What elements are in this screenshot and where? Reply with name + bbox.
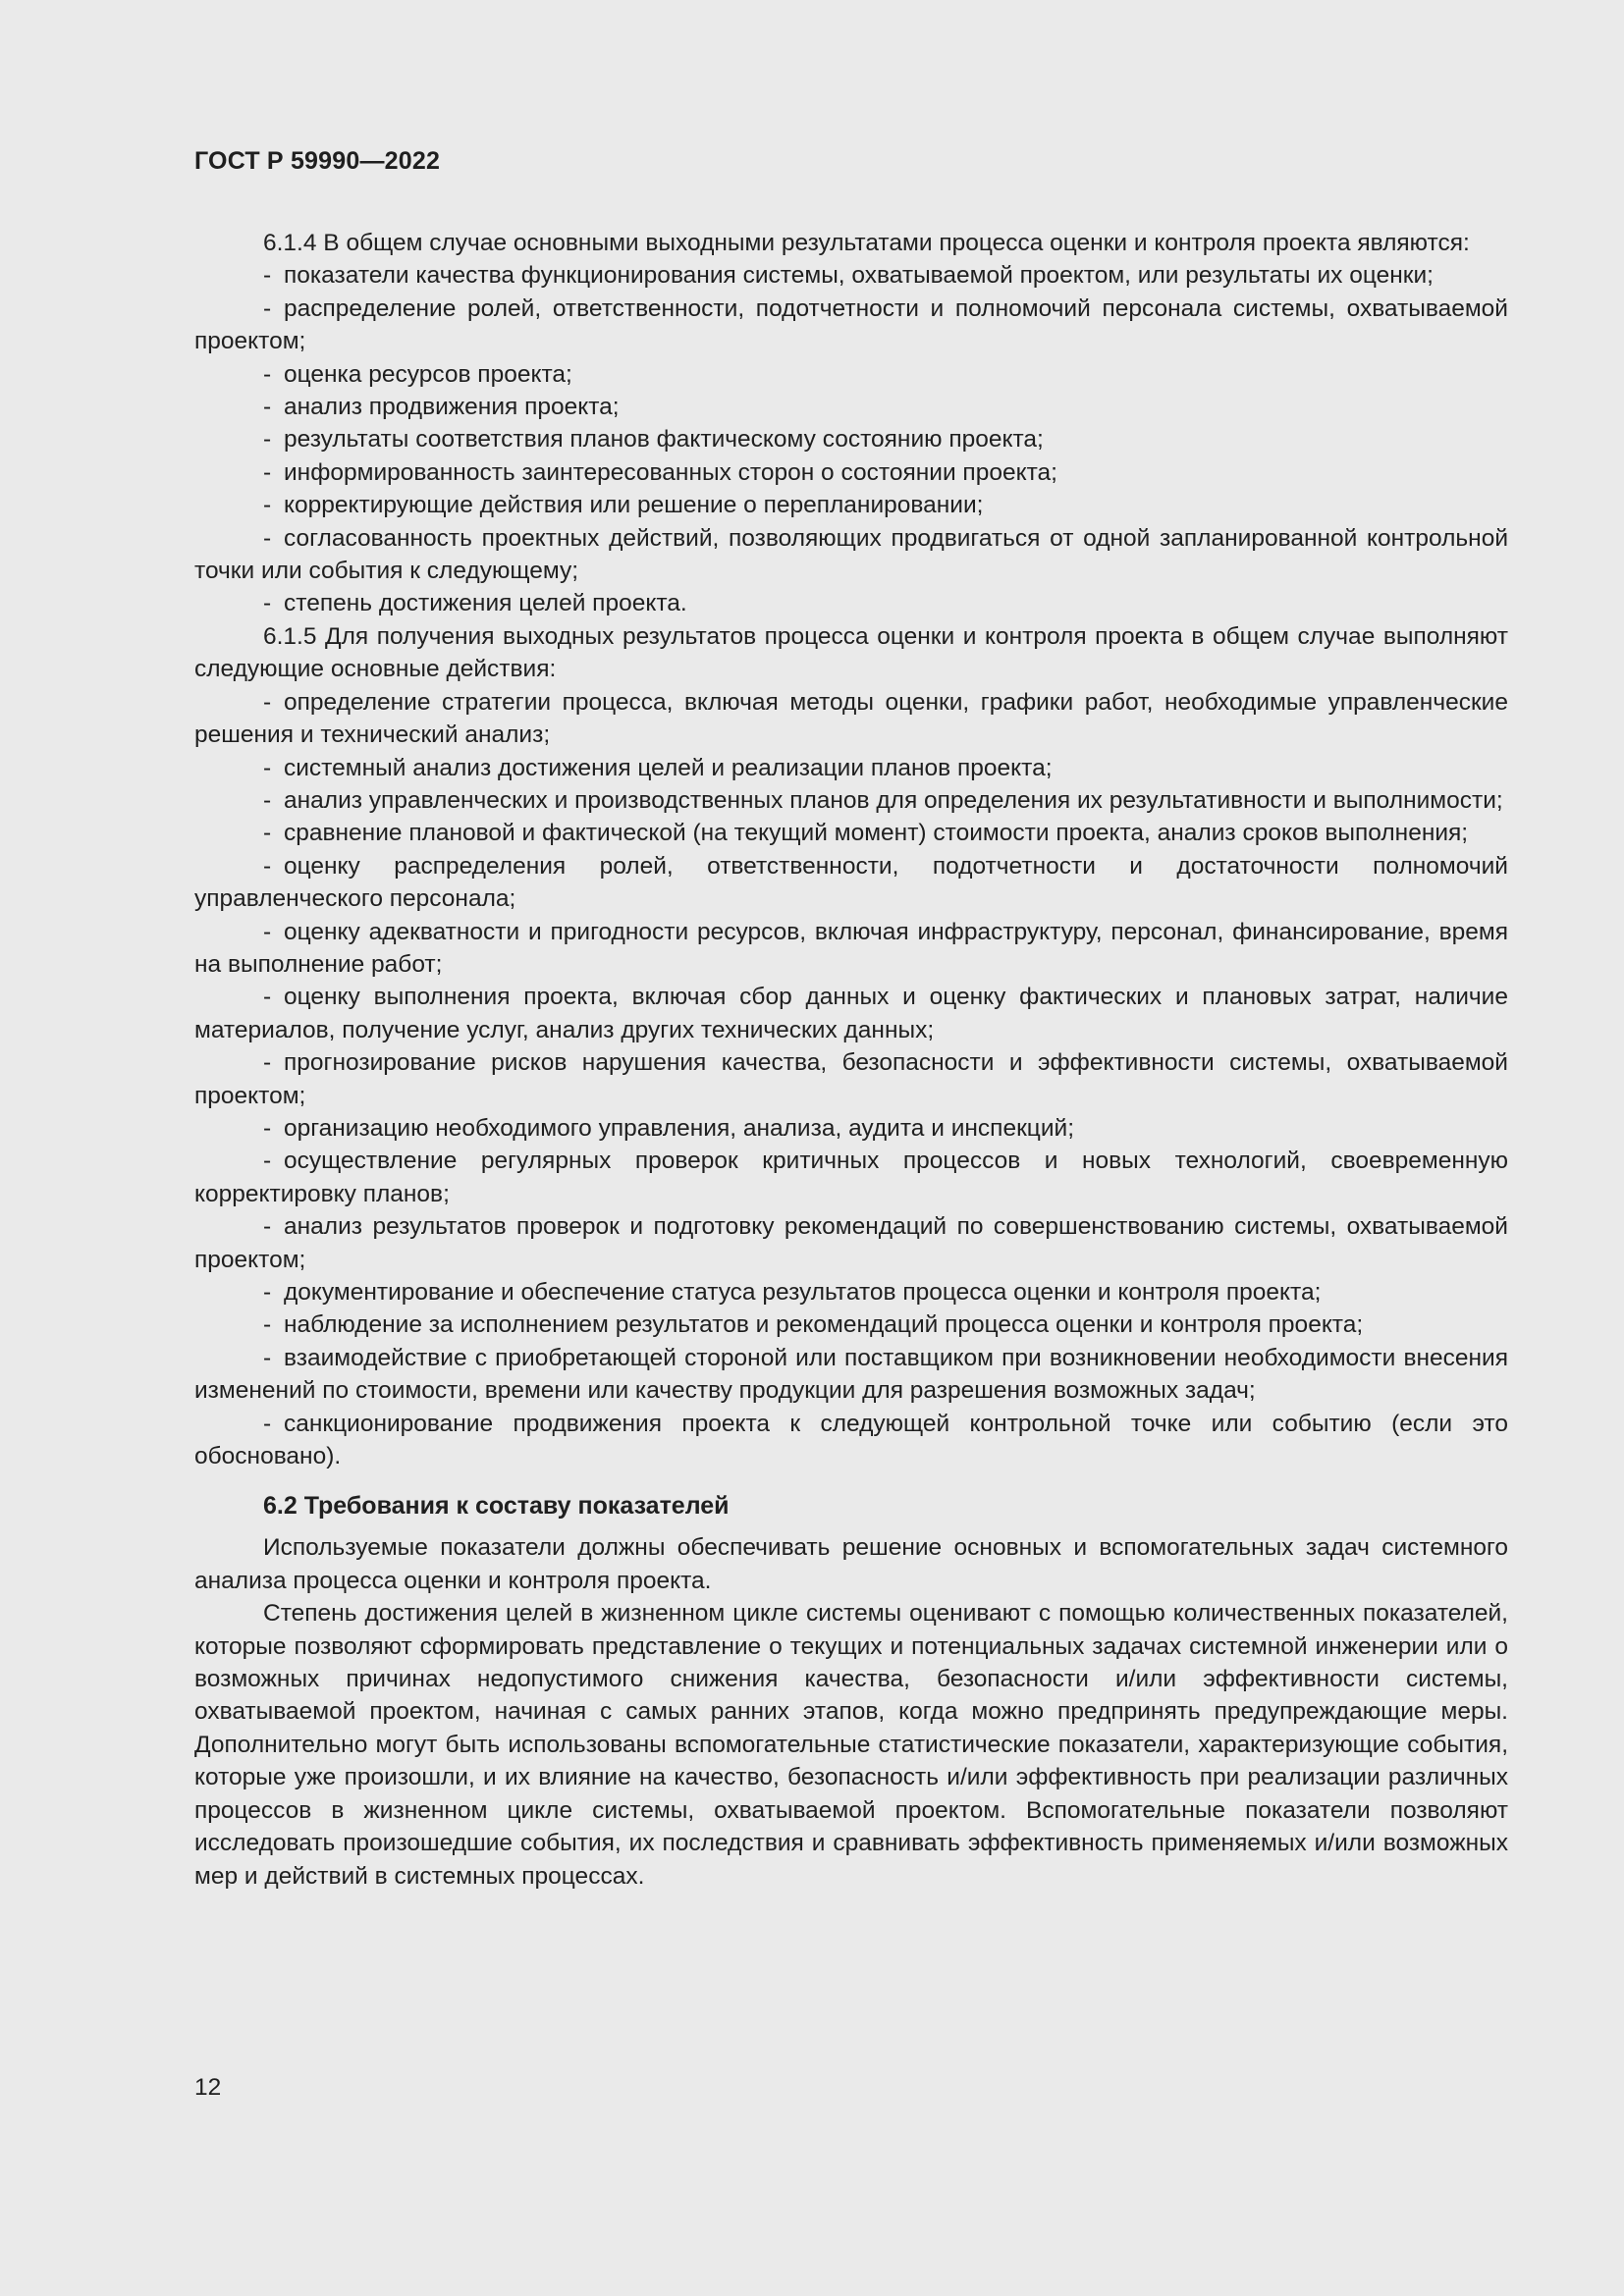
list-item — [194, 391, 1508, 423]
list-dash: - — [263, 1279, 272, 1306]
list-dash: - — [263, 262, 272, 290]
list-dash: - — [263, 852, 272, 880]
list-item-text: корректирующие действия или решение о перепланировании; — [284, 492, 984, 519]
list-item — [194, 784, 1508, 817]
list-item-text: анализ продвижения проекта; — [284, 394, 620, 421]
list-item — [194, 522, 1508, 588]
list-item-text: степень достижения целей проекта. — [284, 590, 687, 617]
list-item — [194, 916, 1508, 982]
list-item — [194, 1046, 1508, 1112]
list-dash: - — [263, 1410, 272, 1437]
list-dash: - — [263, 1114, 272, 1142]
list-item-text: оценка ресурсов проекта; — [284, 360, 572, 388]
list-item — [194, 1308, 1508, 1341]
list-item — [194, 423, 1508, 455]
list-item-text: оценку распределения ролей, ответственности, подотчетности и достаточности полномочий управленческого персонала; — [194, 852, 1508, 913]
list-item — [194, 1342, 1508, 1408]
list-dash: - — [263, 360, 272, 388]
paragraph-6-1-4-intro: 6.1.4 В общем случае основными выходными результатами процесса оценки и контроля проекта являются: — [263, 230, 1470, 256]
list-dash: - — [263, 458, 272, 486]
list-item-text: взаимодействие с приобретающей стороной или поставщиком при возникновении необходимости внесения изменений по стоимости, времени или качеству продукции для разрешения возможных задач; — [194, 1344, 1508, 1405]
list-item — [194, 752, 1508, 784]
list-item-text: анализ результатов проверок и подготовку рекомендаций по совершенствованию системы, охватываемой проектом; — [194, 1213, 1508, 1273]
list-item-text: осуществление регулярных проверок критичных процессов и новых технологий, своевременную корректировку планов; — [194, 1148, 1508, 1207]
list-item — [194, 1145, 1508, 1210]
section-heading-6-2: 6.2 Требования к составу показателей — [263, 1492, 730, 1521]
list-item — [194, 489, 1508, 521]
list-dash: - — [263, 820, 272, 847]
list-dash: - — [263, 688, 272, 716]
list-dash: - — [263, 1213, 272, 1241]
page-number: 12 — [194, 2074, 222, 2101]
list-item-text: оценку адекватности и пригодности ресурсов, включая инфраструктуру, персонал, финансирование, время на выполнение работ; — [194, 918, 1508, 978]
list-item — [194, 293, 1508, 358]
list-item-text: согласованность проектных действий, позволяющих продвигаться от одной запланированной контрольной точки или события к следующему; — [194, 524, 1508, 585]
list-item — [194, 259, 1508, 292]
list-dash: - — [263, 1049, 272, 1077]
list-dash: - — [263, 426, 272, 454]
list-item-text: системный анализ достижения целей и реализации планов проекта; — [284, 754, 1053, 781]
paragraph-6-2-second: Степень достижения целей в жизненном цикле системы оценивают с помощью количественных показателей, которые позволяют сформировать представление о текущих и потенциальных задачах системной инженерии или о возможных причинах недопустимого снижения качества, безопасности и/или эффективности системы, охватываемой проектом, начиная с самых ранних этапов, когда можно предпринять предупреждающие меры. Дополнительно могут быть использованы вспомогательные статистические показатели, характеризующие события, которые уже произошли, и их влияние на качество, безопасность и/или эффективность при реализации различных процессов в жизненном цикле системы, охватываемой проектом. Вспомогательные показатели позволяют исследовать произошедшие события, их последствия и сравнивать эффективность применяемых и/или возможных мер и действий в системных процессах. — [194, 1600, 1508, 1890]
list-item-text: документирование и обеспечение статуса результатов процесса оценки и контроля проекта; — [284, 1279, 1322, 1306]
list-dash: - — [263, 492, 272, 519]
list-dash: - — [263, 918, 272, 945]
list-item — [194, 456, 1508, 489]
list-item-text: информированность заинтересованных сторон о состоянии проекта; — [284, 458, 1057, 486]
list-item — [194, 686, 1508, 752]
list-dash: - — [263, 754, 272, 781]
list-item-text: прогнозирование рисков нарушения качества, безопасности и эффективности системы, охватываемой проектом; — [194, 1049, 1508, 1109]
list-item — [194, 850, 1508, 916]
list-item-text: распределение ролей, ответственности, подотчетности и полномочий персонала системы, охватываемой проектом; — [194, 294, 1508, 355]
list-item — [194, 587, 1508, 619]
list-item-text: показатели качества функционирования системы, охватываемой проектом, или результаты их оценки; — [284, 262, 1434, 290]
paragraph-6-2-first: Используемые показатели должны обеспечивать решение основных и вспомогательных задач системного анализа процесса оценки и контроля проекта. — [194, 1534, 1508, 1594]
list-dash: - — [263, 394, 272, 421]
list-item-text: анализ управленческих и производственных планов для определения их результативности и выполнимости; — [284, 786, 1503, 814]
list-dash: - — [263, 1344, 272, 1371]
list-item — [194, 1408, 1508, 1473]
list-dash: - — [263, 1311, 272, 1339]
document-code: ГОСТ Р 59990—2022 — [194, 147, 441, 175]
list-6-1-4 — [194, 259, 1508, 619]
list-item — [194, 358, 1508, 391]
list-dash: - — [263, 524, 272, 552]
list-dash: - — [263, 294, 272, 322]
list-dash: - — [263, 590, 272, 617]
list-item-text: организацию необходимого управления, анализа, аудита и инспекций; — [284, 1114, 1074, 1142]
document-body — [194, 227, 1508, 1893]
list-6-1-5 — [194, 686, 1508, 1473]
list-item — [194, 817, 1508, 849]
list-item-text: наблюдение за исполнением результатов и рекомендаций процесса оценки и контроля проекта; — [284, 1311, 1364, 1339]
list-item — [194, 1276, 1508, 1308]
list-item — [194, 981, 1508, 1046]
list-item-text: сравнение плановой и фактической (на текущий момент) стоимости проекта, анализ сроков выполнения; — [284, 820, 1469, 847]
list-item-text: санкционирование продвижения проекта к следующей контрольной точке или событию (если это обосновано). — [194, 1410, 1508, 1470]
list-dash: - — [263, 786, 272, 814]
paragraph-6-1-5-intro: 6.1.5 Для получения выходных результатов процесса оценки и контроля проекта в общем случае выполняют следующие основные действия: — [194, 622, 1508, 683]
list-item-text: оценку выполнения проекта, включая сбор данных и оценку фактических и плановых затрат, наличие материалов, получение услуг, анализ других технических данных; — [194, 984, 1508, 1043]
list-dash: - — [263, 1148, 272, 1175]
list-item — [194, 1112, 1508, 1145]
list-item-text: определение стратегии процесса, включая методы оценки, графики работ, необходимые управленческие решения и технический анализ; — [194, 688, 1508, 749]
list-item — [194, 1210, 1508, 1276]
list-dash: - — [263, 984, 272, 1011]
list-item-text: результаты соответствия планов фактическому состоянию проекта; — [284, 426, 1044, 454]
